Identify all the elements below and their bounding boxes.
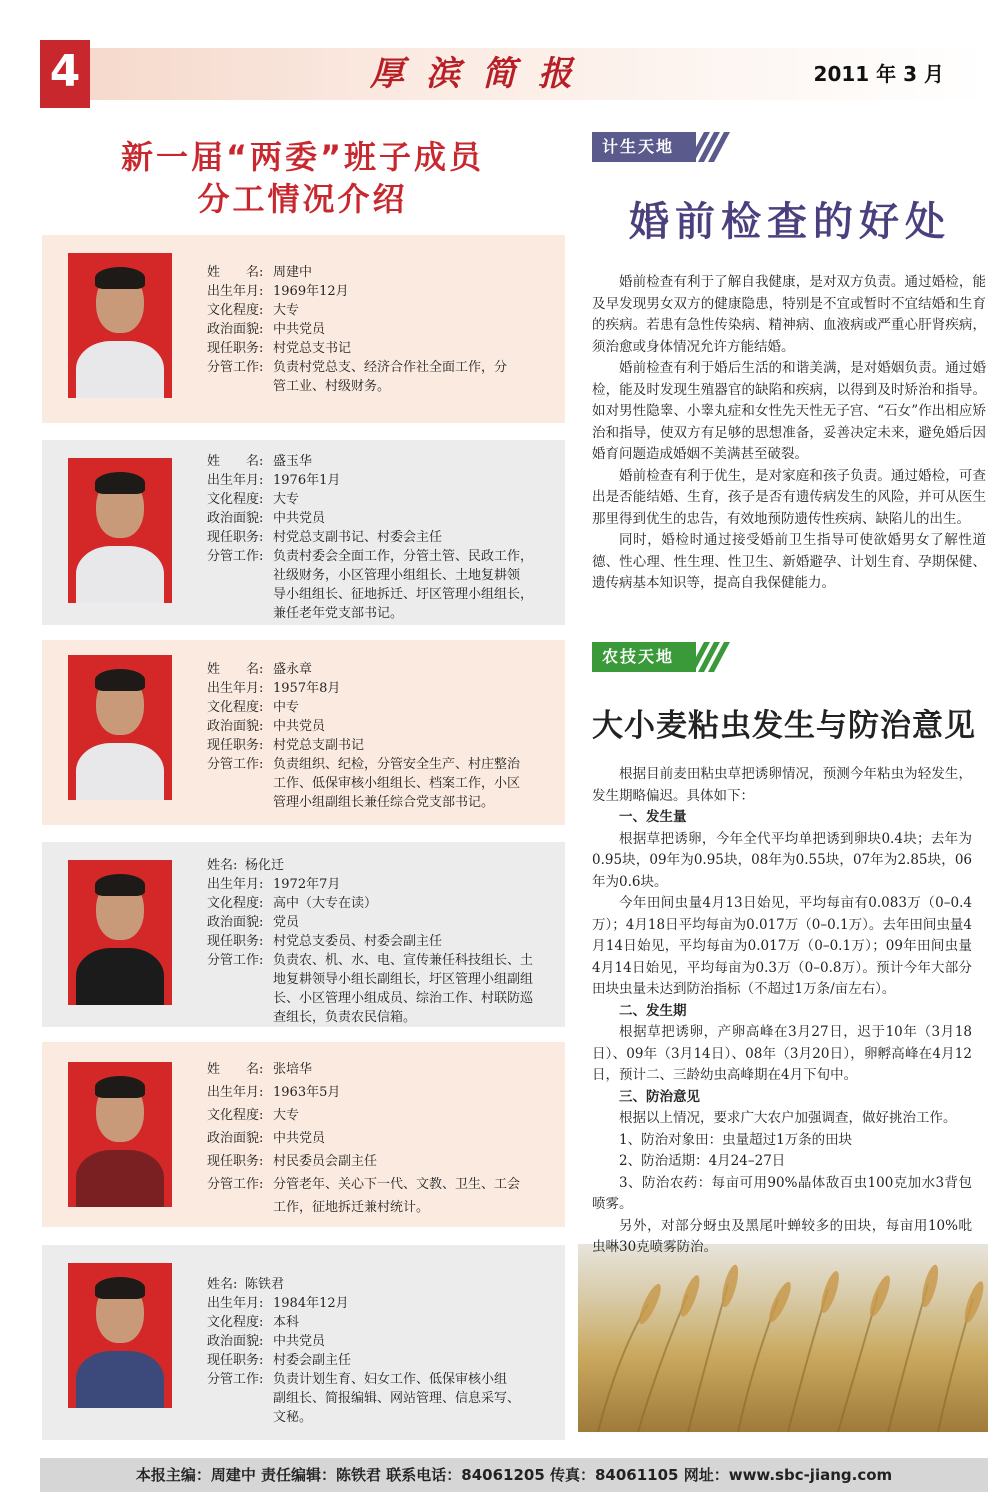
member-name: 盛永章 xyxy=(273,662,313,677)
label-name: 姓名: xyxy=(207,858,238,873)
label-duties: 分管工作: xyxy=(207,360,264,375)
label-position: 现任职务: xyxy=(207,1353,264,1368)
member-edu: 本科 xyxy=(273,1315,300,1330)
label-edu: 文化程度: xyxy=(207,700,264,715)
article-subheading: 三、防治意见 xyxy=(619,1088,700,1105)
article-subheading: 二、发生期 xyxy=(619,1002,687,1019)
label-birth: 出生年月: xyxy=(207,1296,264,1311)
member-photo xyxy=(68,1263,172,1408)
member-politics: 中共党员 xyxy=(273,511,326,526)
member-card xyxy=(42,1042,565,1227)
label-birth: 出生年月: xyxy=(207,1085,264,1100)
member-position: 村民委员会副主任 xyxy=(273,1154,378,1169)
article-paragraph: 2、防治适期：4月24–27日 xyxy=(619,1153,786,1169)
member-card xyxy=(42,235,565,423)
label-position: 现任职务: xyxy=(207,341,264,356)
member-position: 村党总支书记 xyxy=(273,341,352,356)
member-birth: 1972年7月 xyxy=(273,877,341,892)
label-politics: 政治面貌: xyxy=(207,1334,264,1349)
member-photo xyxy=(68,1062,172,1207)
article-paragraph: 1、防治对象田：虫量超过1万条的田块 xyxy=(619,1131,853,1148)
member-duties: 负责计划生育、妇女工作、低保审核小组 副组长、简报编辑、网站管理、信息采写、 文秘。 xyxy=(273,1372,521,1425)
label-name: 姓 名: xyxy=(207,454,264,469)
label-position: 现任职务: xyxy=(207,1154,264,1169)
issue-date: 2011 年 3 月 xyxy=(813,62,944,86)
label-edu: 文化程度: xyxy=(207,896,264,911)
label-birth: 出生年月: xyxy=(207,681,264,696)
label-birth: 出生年月: xyxy=(207,473,264,488)
section-tag-label: 计生天地 xyxy=(602,137,675,156)
committee-title-line2: 分工情况介绍 xyxy=(197,180,408,218)
member-position: 村党总支副书记 xyxy=(273,738,365,753)
member-position: 村委会副主任 xyxy=(273,1353,352,1368)
article-paragraph: 婚前检查有利于了解自我健康，是对双方负责。通过婚检，能及早发现男女双方的健康隐患，特别是不宜或暂时不宜结婚和生育的疾病。若患有急性传染病、精神病、血液病或严重心肝肾疾病，须治愈或身体情况允许方能结婚。 xyxy=(592,274,986,355)
label-edu: 文化程度: xyxy=(207,1315,264,1330)
wheat-field-image xyxy=(578,1244,988,1432)
label-birth: 出生年月: xyxy=(207,877,264,892)
footer-credits: 本报主编：周建中 责任编辑：陈铁君 联系电话：84061205 传真：84061105 网址：www.sbc-jiang.com xyxy=(40,1458,988,1492)
label-position: 现任职务: xyxy=(207,530,264,545)
label-politics: 政治面貌: xyxy=(207,511,264,526)
member-name: 张培华 xyxy=(273,1062,313,1077)
member-edu: 大专 xyxy=(273,492,300,507)
label-duties: 分管工作: xyxy=(207,549,264,564)
tag-stripes-decoration xyxy=(692,642,732,672)
label-position: 现任职务: xyxy=(207,934,264,949)
label-name: 姓 名: xyxy=(207,1062,264,1077)
label-name: 姓 名: xyxy=(207,662,264,677)
article-paragraph: 另外，对部分蚜虫及黑尾叶蝉较多的田块，每亩用10%吡虫啉30克喷雾防治。 xyxy=(592,1217,972,1255)
label-name: 姓名: xyxy=(207,1277,238,1292)
member-card xyxy=(42,842,565,1027)
member-edu: 大专 xyxy=(273,303,300,318)
section-tag-family-planning xyxy=(592,132,696,162)
member-politics: 党员 xyxy=(273,915,300,930)
member-name: 陈铁君 xyxy=(245,1277,285,1292)
member-birth: 1969年12月 xyxy=(273,284,349,299)
section-tag-label: 农技天地 xyxy=(602,647,675,666)
article-premarital-check xyxy=(592,272,986,595)
article-paragraph: 根据草把诱卵，产卵高峰在3月27日，迟于10年（3月18日）、09年（3月14日）、08年（3月20日），卵孵高峰在4月12日，预计二、三龄幼虫高峰期在4月下旬中。 xyxy=(592,1024,972,1083)
label-politics: 政治面貌: xyxy=(207,322,264,337)
member-card xyxy=(42,440,565,625)
member-card xyxy=(42,640,565,825)
member-photo xyxy=(68,458,172,603)
member-name: 杨化迁 xyxy=(245,858,285,873)
committee-title-line1: 新一届“两委”班子成员 xyxy=(120,138,485,176)
label-duties: 分管工作: xyxy=(207,953,264,968)
tag-stripes-decoration xyxy=(692,132,732,162)
label-duties: 分管工作: xyxy=(207,757,264,772)
label-edu: 文化程度: xyxy=(207,303,264,318)
member-photo xyxy=(68,253,172,398)
article-paragraph: 3、防治农药：每亩可用90%晶体敌百虫100克加水3背包喷雾。 xyxy=(592,1174,972,1212)
member-birth: 1976年1月 xyxy=(273,473,341,488)
masthead-title: 厚滨简报 xyxy=(370,54,594,94)
member-photo xyxy=(68,655,172,800)
member-birth: 1963年5月 xyxy=(273,1085,341,1100)
member-position: 村党总支委员、村委会副主任 xyxy=(273,934,443,949)
headline-armyworm: 大小麦粘虫发生与防治意见 xyxy=(592,708,976,744)
member-card xyxy=(42,1245,565,1440)
section-tag-agritech xyxy=(592,642,696,672)
label-duties: 分管工作: xyxy=(207,1177,264,1192)
member-duties: 负责农、机、水、电、宣传兼任科技组长、土 地复耕领导小组长副组长，圩区管理小组副组 长、小区管理小组成员、综治工作、村联防巡 查组长，负责农民信箱。 xyxy=(273,953,534,1025)
member-politics: 中共党员 xyxy=(273,1131,326,1146)
article-paragraph: 婚前检查有利于婚后生活的和谐美满，是对婚姻负责。通过婚检，能及时发现生殖器官的缺陷和疾病，以得到及时矫治和指导。如对男性隐睾、小睾丸症和女性先天性无子宫、“石女”作出相应矫治和指导，使双方有足够的思想准备，妥善决定未来，避免婚后因婚育问题造成婚姻不美满甚至破裂。 xyxy=(592,360,986,462)
label-birth: 出生年月: xyxy=(207,284,264,299)
label-politics: 政治面貌: xyxy=(207,1131,264,1146)
label-name: 姓 名: xyxy=(207,265,264,280)
member-duties: 负责组织、纪检，分管安全生产、村庄整治 工作、低保审核小组组长、档案工作，小区 管理小组副组长兼任综合党支部书记。 xyxy=(273,757,521,810)
member-birth: 1984年12月 xyxy=(273,1296,349,1311)
label-politics: 政治面貌: xyxy=(207,915,264,930)
article-paragraph: 根据以上情况，要求广大农户加强调查，做好挑治工作。 xyxy=(619,1110,957,1126)
member-edu: 中专 xyxy=(273,700,300,715)
label-edu: 文化程度: xyxy=(207,492,264,507)
member-birth: 1957年8月 xyxy=(273,681,341,696)
label-politics: 政治面貌: xyxy=(207,719,264,734)
member-position: 村党总支副书记、村委会主任 xyxy=(273,530,443,545)
member-duties: 负责村委会全面工作，分管土管、民政工作， 社级财务，小区管理小组组长、土地复耕领 导小组组长、征地拆迁、圩区管理小组组长， 兼任老年党支部书记。 xyxy=(273,549,534,621)
member-name: 周建中 xyxy=(273,265,313,280)
article-armyworm xyxy=(592,764,972,1259)
article-paragraph: 今年田间虫量4月13日始见，平均每亩有0.083万（0–0.4万）；4月18日平均每亩为0.017万（0–0.1万）。去年田间虫量4月14日始见，平均每亩为0.017万（0–0.1万）；09年田间虫量4月14日始见，平均每亩为0.3万（0–0.8万）。预计今年大部分田块虫量未达到防治指标（不超过1万条/亩左右）。 xyxy=(592,895,972,997)
committee-title xyxy=(40,136,565,220)
member-photo xyxy=(68,860,172,1005)
article-paragraph: 根据草把诱卵，今年全代平均单把诱到卵块0.4块；去年为0.95块，09年为0.95块，08年为0.55块，07年为2.85块，06年为0.6块。 xyxy=(592,830,972,890)
label-duties: 分管工作: xyxy=(207,1372,264,1387)
page-number: 4 xyxy=(40,40,90,108)
member-edu: 大专 xyxy=(273,1108,300,1123)
member-name: 盛玉华 xyxy=(273,454,313,469)
article-paragraph: 根据目前麦田粘虫草把诱卵情况，预测今年粘虫为轻发生，发生期略偏迟。具体如下： xyxy=(592,766,972,804)
article-paragraph: 同时，婚检时通过接受婚前卫生指导可使欲婚男女了解性道德、性心理、性生理、性卫生、新婚避孕、计划生育、孕期保健、遗传病基本知识等，提高自我保健能力。 xyxy=(592,532,986,591)
member-politics: 中共党员 xyxy=(273,719,326,734)
member-politics: 中共党员 xyxy=(273,322,326,337)
page-header xyxy=(40,40,988,108)
member-duties: 分管老年、关心下一代、文教、卫生、工会 工作，征地拆迁兼村统计。 xyxy=(273,1177,521,1215)
headline-premarital-check: 婚前检查的好处 xyxy=(629,199,951,245)
article-subheading: 一、发生量 xyxy=(619,809,687,825)
article-paragraph: 婚前检查有利于优生，是对家庭和孩子负责。通过婚检，可查出是否能结婚、生育，孩子是否有遗传病发生的风险，并可从医生那里得到优生的忠告，有效地预防遗传性疾病、缺陷儿的出生。 xyxy=(592,467,986,527)
label-edu: 文化程度: xyxy=(207,1108,264,1123)
member-edu: 高中（大专在读） xyxy=(273,896,378,911)
label-position: 现任职务: xyxy=(207,738,264,753)
member-politics: 中共党员 xyxy=(273,1334,326,1349)
member-duties: 负责村党总支、经济合作社全面工作，分 管工业、村级财务。 xyxy=(273,360,508,394)
